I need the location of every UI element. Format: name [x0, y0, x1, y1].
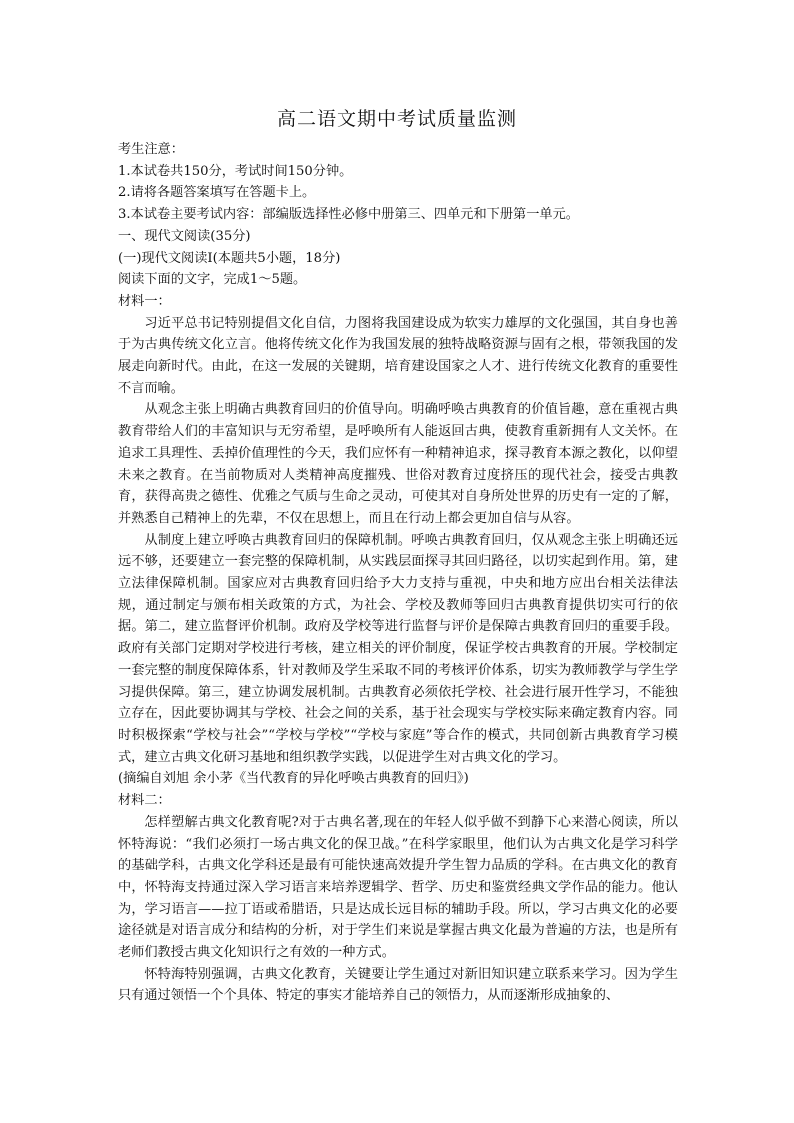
material1-paragraph: 从观念主张上明确古典教育回归的价值导向。明确呼唤古典教育的价值旨趣，意在重视古典教育带给人们的丰富知识与无穷希望，是呼唤所有人能返回古典，使教育重新拥有人文关怀。在追求工具理性、丢掉价值理性的今天，我们应怀有一种精神追求，探寻教育本源之教化，以仰望未来之教育。在当前物质对人类精神高度摧残、世俗对教育过度挤压的现代社会，接受古典教育，获得高贵之德性、优雅之气质与生命之灵动，可使其对自身所处世界的历史有一定的了解，并熟悉自己精神上的先辈，不仅在思想上，而且在行动上都会更加自信与从容。: [118, 402, 678, 526]
material1-paragraph: 从制度上建立呼唤古典教育回归的保障机制。呼唤古典教育回归，仅从观念主张上明确还远远不够，还要建立一套完整的保障机制，从实践层面探寻其回归路径，以切实起到作用。第，建立法律保障机制。国家应对古典教育回归给予大力支持与重视，中央和地方应出台相关法律法规，通过制定与颁布相关政策的方式，为社会、学校及教师等回归古典教育提供切实可行的依据。第二，建立监督评价机制。政府及学校等进行监督与评价是保障古典教育回归的重要手段。政府有关部门定期对学校进行考核，建立相关的评价制度，保证学校古典教育的开展。学校制定一套完整的制度保障体系，针对教师及学生采取不同的考核评价体系，切实为教师教学与学生学习提供保障。第三，建立协调发展机制。古典教育必须依托学校、社会进行展开性学习，不能独立存在，因此要协调其与学校、社会之间的关系，基于社会现实与学校实际来确定教育内容。同时积极探索“学校与社会”“学校与学校”“学校与家庭”等合作的模式，共同创新古典教育学习模式，建立古典文化研习基地和组织教学实践，以促进学生对古典文化的学习。: [118, 532, 678, 765]
subsection-heading: (一)现代文阅读Ⅰ(本题共5小题，18分): [118, 250, 341, 266]
notice-item: 1.本试卷共150分，考试时间150分钟。: [118, 163, 353, 179]
reading-instruction: 阅读下面的文字，完成1～5题。: [118, 272, 307, 288]
material-source: (摘编自刘旭 余小茅《当代教育的异化呼唤古典教育的回归》): [118, 771, 469, 787]
material-label: 材料一：: [118, 293, 171, 309]
material2-paragraph: 怎样塑解古典文化教育呢?对于古典名著,现在的年轻人似乎做不到静下心来潜心阅读，所以怀特海说：“我们必须打一场古典文化的保卫战。”在科学家眼里，他们认为古典文化是学习科学的基础学科，古典文化学科还是最有可能快速高效提升学生智力品质的学科。在古典文化的教育中，怀特海支持通过深入学习语言来培养逻辑学、哲学、历史和鉴赏经典文学作品的能力。他认为，学习语言——拉丁语或希腊语，只是达成长远目标的辅助手段。所以，学习古典文化的必要途径就是对语言成分和结构的分析，对于学生们来说是掌握古典文化最为普遍的方法，也是所有老师们教授古典文化知识行之有效的一种方式。: [118, 814, 678, 961]
page-title: 高二语文期中考试质量监测: [276, 108, 517, 130]
document-body: [118, 139, 678, 1007]
notice-item: 2.请将各题答案填写在答题卡上。: [118, 185, 316, 201]
notice-item: 3.本试卷主要考试内容：部编版选择性必修中册第三、四单元和下册第一单元。: [118, 207, 579, 223]
section-heading: 一、现代文阅读(35分): [118, 228, 251, 244]
notice-heading: 考生注意：: [118, 142, 184, 157]
material-label: 材料二：: [118, 793, 171, 809]
material1-paragraph: 习近平总书记特别提倡文化自信，力图将我国建设成为软实力雄厚的文化强国，其自身也善于为古典传统文化立言。他将传统文化作为我国发展的独特战略资源与固有之根，带领我国的发展走向新时代。由此，在这一发展的关键期，培育建设国家之人才、进行传统文化教育的重要性不言而喻。: [118, 315, 678, 396]
material2-paragraph: 怀特海特别强调，古典文化教育，关键要让学生通过对新旧知识建立联系来学习。因为学生只有通过领悟一个个具体、特定的事实才能培养自己的领悟力，从而逐渐形成抽象的、: [118, 966, 678, 1004]
